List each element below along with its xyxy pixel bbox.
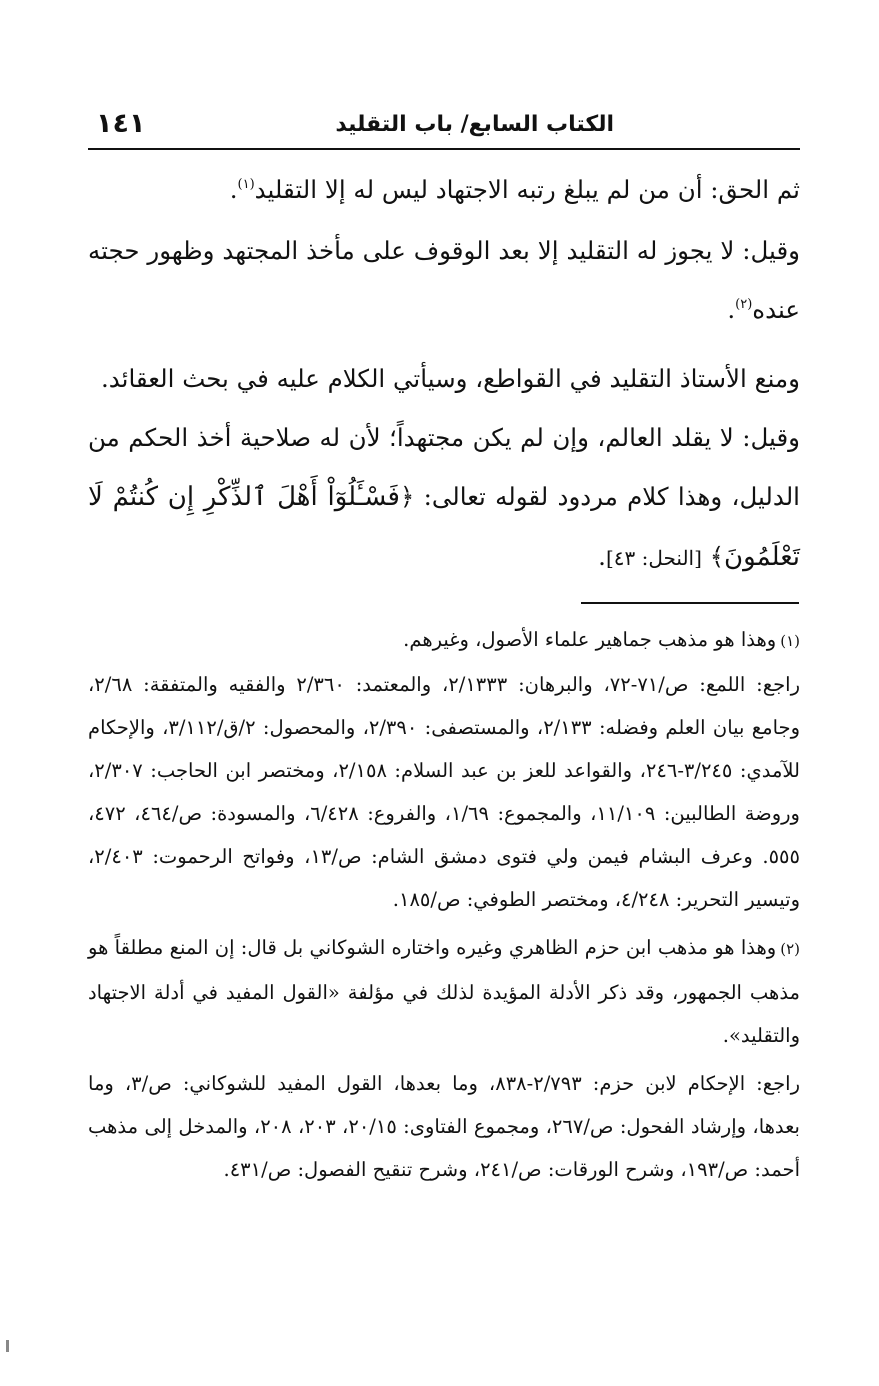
paragraph-4-text: وقيل: لا يقلد العالم، وإن لم يكن مجتهداً؛ لأن له صلاحية أخذ الحكم من الدليل، وهذا كلام مردود لقوله تعالى: — [88, 423, 800, 511]
quran-verse: فَسْـَٔلُوٓاْ أَهْلَ ٱلذِّكْرِ إِن كُنتُمْ لَا تَعْلَمُونَ — [88, 482, 800, 572]
footnote-1-references — [88, 663, 800, 921]
paragraph-2 — [88, 221, 800, 339]
paragraph-3-text: ومنع الأستاذ التقليد في القواطع، وسيأتي الكلام عليه في بحث العقائد. — [100, 364, 800, 393]
paragraph-4-end: . — [598, 542, 606, 571]
paragraph-2-text: وقيل: لا يجوز له التقليد إلا بعد الوقوف على مأخذ المجتهد وظهور حجته عنده — [88, 236, 800, 324]
paragraph-2-end: . — [727, 295, 736, 324]
footnote-2-refs-text: راجع: الإحكام لابن حزم: ٢/٧٩٣-٨٣٨، وما بعدها، القول المفيد للشوكاني: ص/٣، وما بعدها، وإرشاد الفحول: ص/٢٦٧، ومجموع الفتاوى: ٢٠/١٥، ٢٠٣، ٢٠٨، والمدخل إلى مذهب أحمد: ص/١٩٣، وشرح الورقات: ص/٢٤١، وشرح تنقيح الفصول: ص/٤٣١. — [88, 1072, 801, 1181]
paragraph-1-text: ثم الحق: أن من لم يبلغ رتبه الاجتهاد ليس له إلا التقليد — [254, 175, 800, 204]
verse-reference: [النحل: ٤٣] — [605, 546, 702, 570]
footnote-2-number: (٢) — [780, 940, 800, 958]
paragraph-1-end: . — [229, 175, 238, 204]
footnote-1-refs-text: راجع: اللمع: ص/٧١-٧٢، والبرهان: ٢/١٣٣٣، والمعتمد: ٢/٣٦٠ والفقيه والمتفقة: ٢/٦٨، وجامع بيان العلم وفضله: ٢/١٣٣، والمستصفى: ٢/٣٩٠، والمحصول: ٢/ق/٣/١١٢، والإحكام للآمدي: ٣/٢٤٥-٢٤٦، والقواعد للعز بن عبد السلام: ٢/١٥٨، ومختصر ابن الحاجب: ٢/٣٠٧، وروضة الطالبين: ١١/١٠٩، والمجموع: ١/٦٩، والفروع: ٦/٤٢٨، والمسودة: ص/٤٦٤، ٤٧٢، ٥٥٥. وعرف البشام فيمن ولي فتوى دمشق الشام: ص/١٣، وفواتح الرحموت: ٢/٤٠٣، وتيسير التحرير: ٤/٢٤٨، ومختصر الطوفي: ص/١٨٥. — [88, 673, 800, 911]
page-number: ١٤١ — [96, 108, 146, 139]
main-text — [88, 160, 800, 588]
paragraph-3 — [88, 349, 800, 408]
footnote-1-intro — [88, 618, 800, 663]
footnote-1-number: (١) — [780, 632, 800, 650]
footnote-2-references — [88, 1062, 800, 1191]
footnote-ref-2[interactable]: (٢) — [735, 297, 753, 312]
footnote-2-text: وهذا هو مذهب ابن حزم الظاهري وغيره واختاره الشوكاني بل قال: إن المنع مطلقاً هو مذهب الجمهور، وقد ذكر الأدلة المؤيدة لذلك في مؤلفة «القول المفيد في أدلة الاجتهاد والتقليد». — [88, 936, 800, 1047]
footnote-ref-1[interactable]: (١) — [237, 177, 255, 192]
running-header — [88, 108, 800, 150]
paragraph-4 — [88, 408, 800, 588]
scan-edge-mark — [6, 1340, 9, 1352]
chapter-title: الكتاب السابع/ باب التقليد — [335, 112, 614, 137]
footnote-1-line: وهذا هو مذهب جماهير علماء الأصول، وغيرهم. — [403, 628, 777, 651]
footnotes — [88, 618, 800, 1191]
quran-close-bracket: ﴾ — [709, 542, 725, 571]
footnote-2-intro — [88, 926, 800, 1057]
quran-open-bracket: ﴿ — [399, 482, 415, 511]
footnote-divider — [581, 602, 799, 604]
paragraph-1 — [88, 160, 800, 219]
